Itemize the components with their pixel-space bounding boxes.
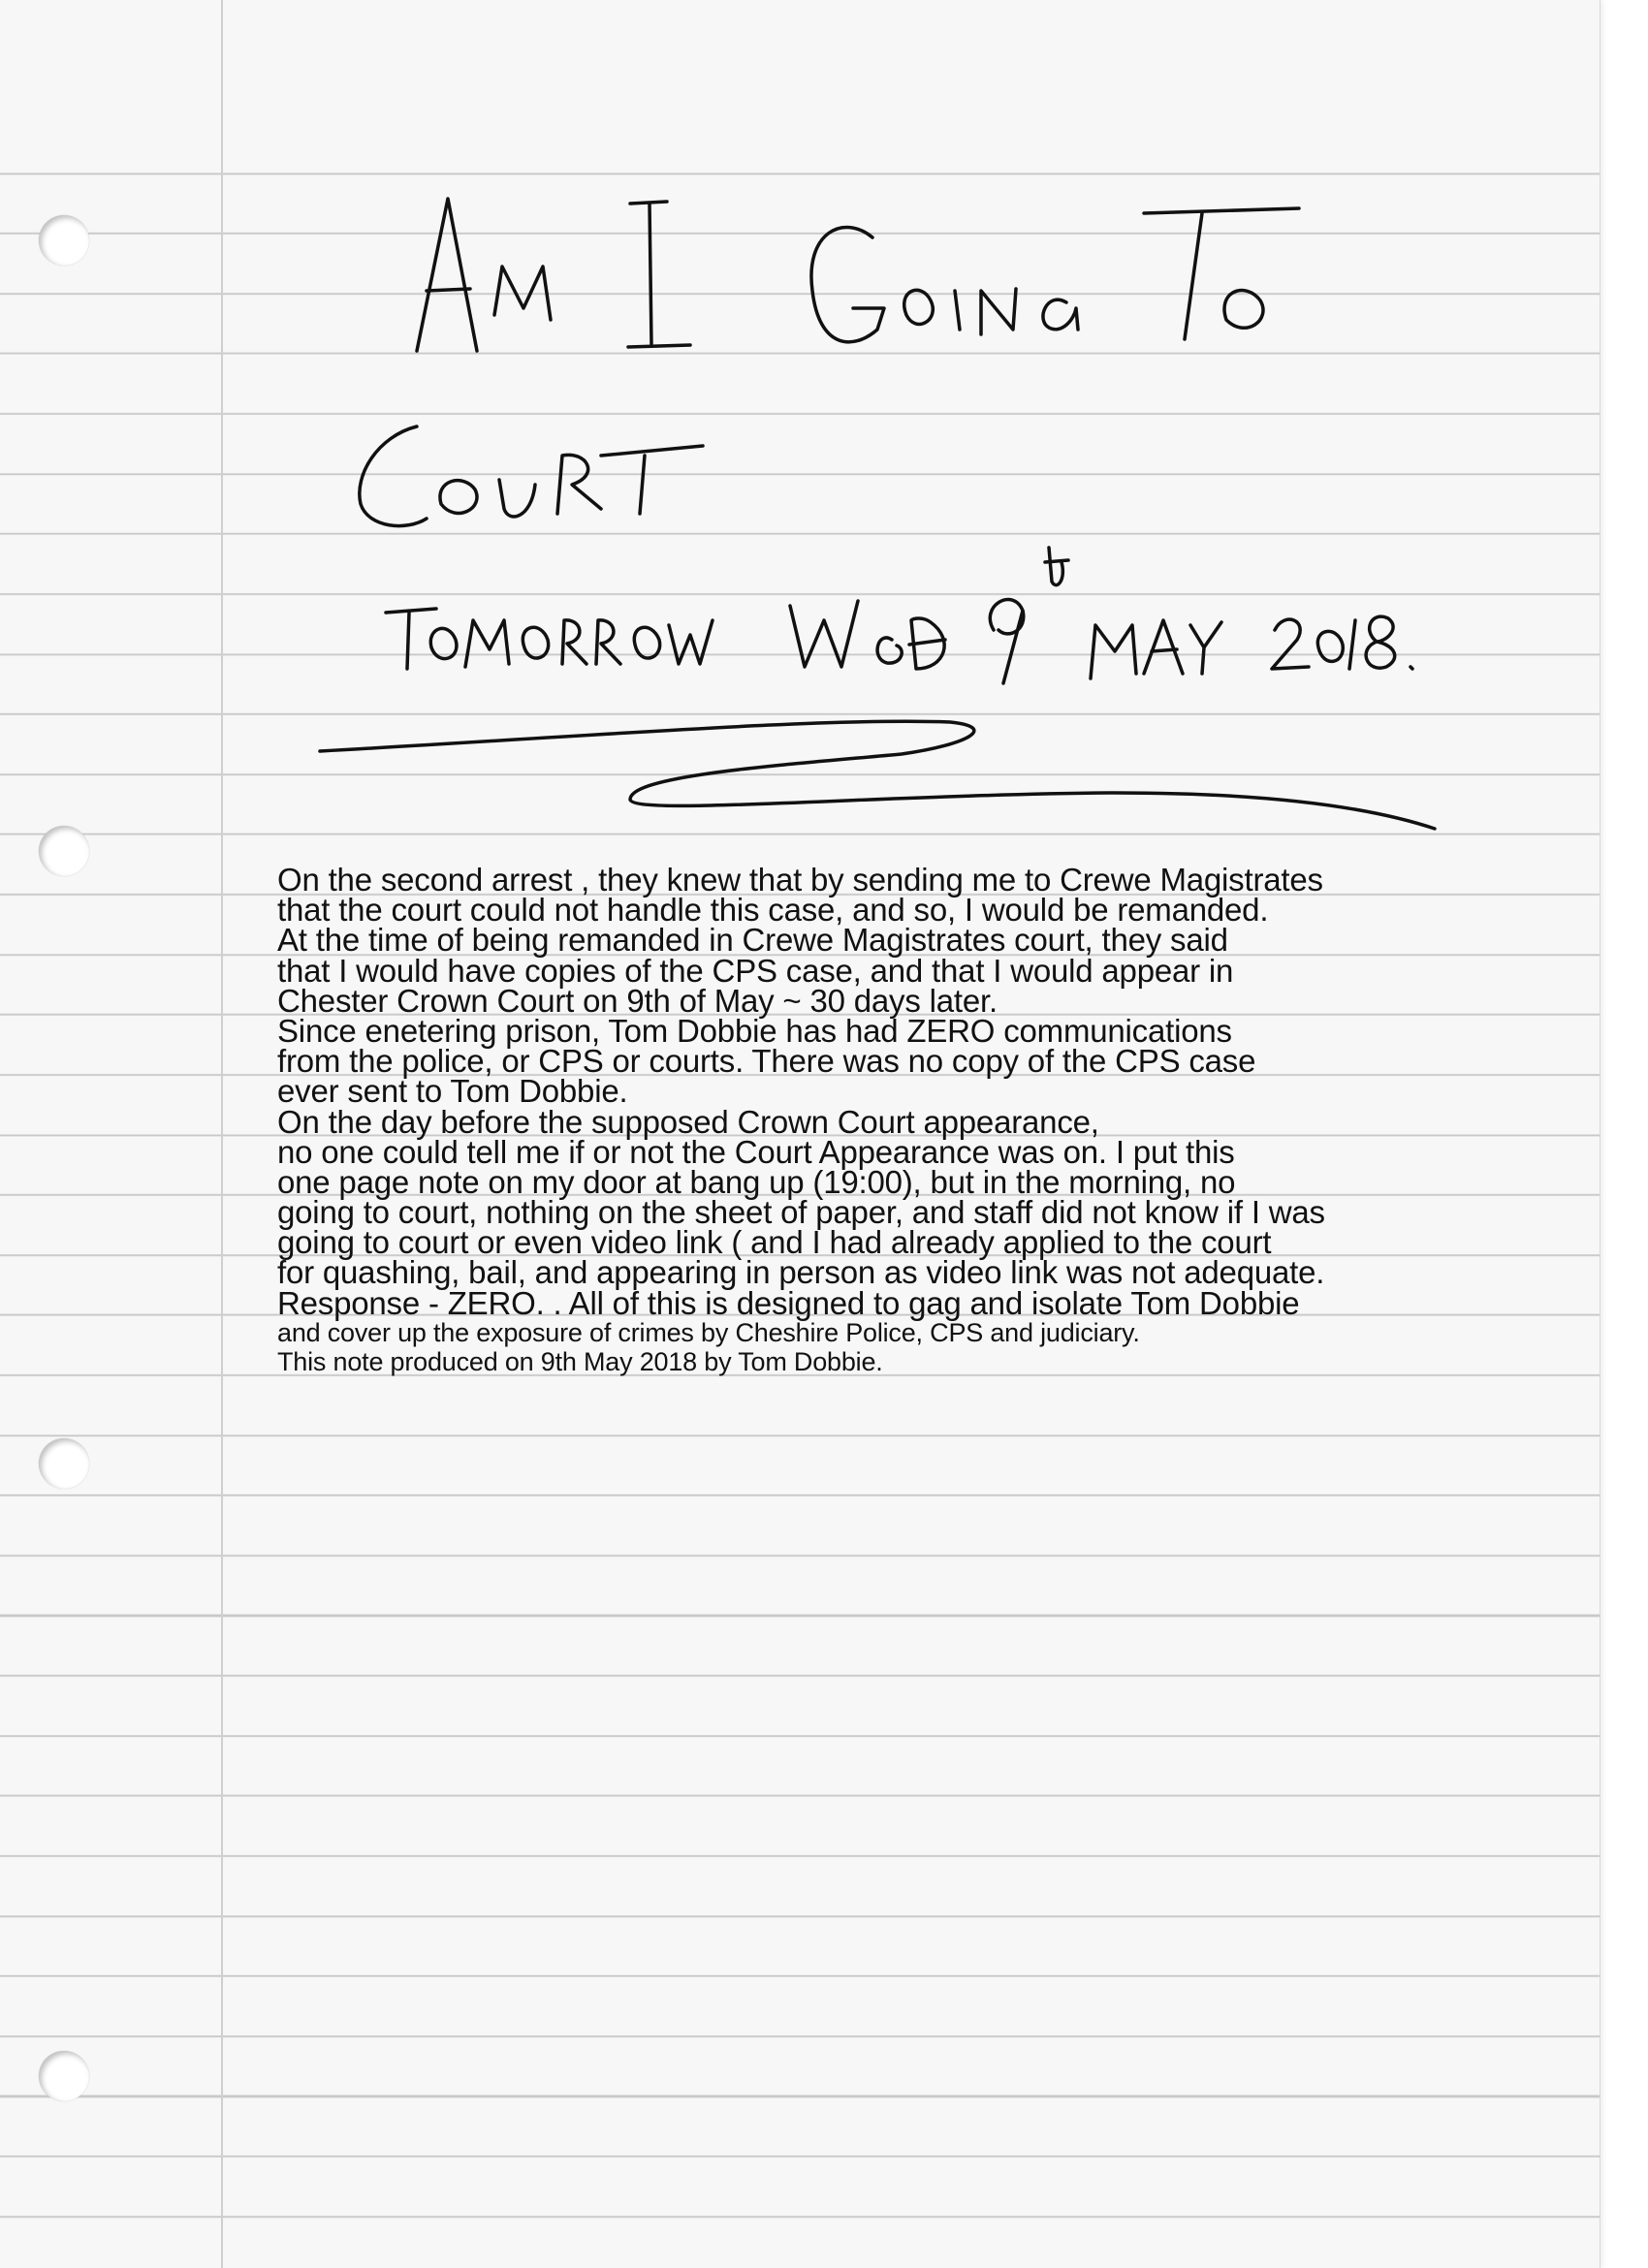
note-line: Since enetering prison, Tom Dobbie has had ZERO communications: [277, 1012, 1232, 1049]
note-line: ever sent to Tom Dobbie.: [277, 1073, 628, 1110]
note-line: that I would have copies of the CPS case, and that I would appear in: [277, 952, 1234, 989]
note-signature-line: This note produced on 9th May 2018 by Tom Dobbie.: [277, 1346, 883, 1376]
handwritten-underline-flourish: [320, 721, 1435, 829]
note-line: going to court or even video link ( and I had already applied to the court: [277, 1224, 1272, 1261]
handwritten-title-line1: [417, 199, 1299, 351]
punch-hole-icon: [39, 2051, 89, 2101]
note-line: Chester Crown Court on 9th of May ~ 30 days later.: [277, 982, 998, 1019]
note-line: Response - ZERO. . All of this is designed to gag and isolate Tom Dobbie: [277, 1284, 1300, 1321]
note-line: On the day before the supposed Crown Court appearance,: [277, 1103, 1099, 1140]
note-line: no one could tell me if or not the Court Appearance was on. I put this: [277, 1133, 1235, 1170]
handwritten-heading: [0, 0, 1600, 872]
handwritten-title-line2: [360, 426, 703, 526]
note-line: one page note on my door at bang up (19:00), but in the morning, no: [277, 1163, 1236, 1200]
note-line: On the second arrest , they knew that by sending me to Crewe Magistrates: [277, 862, 1323, 898]
note-line: At the time of being remanded in Crewe Magistrates court, they said: [277, 922, 1228, 959]
note-line: from the police, or CPS or courts. There was no copy of the CPS case: [277, 1043, 1256, 1080]
note-line-small: and cover up the exposure of crimes by Cheshire Police, CPS and judiciary.: [277, 1317, 1140, 1347]
handwritten-subtitle: [386, 548, 1412, 683]
note-line: going to court, nothing on the sheet of paper, and staff did not know if I was: [277, 1194, 1325, 1231]
typed-note: [277, 862, 1537, 1376]
note-line: that the court could not handle this case, and so, I would be remanded.: [277, 892, 1269, 929]
punch-hole-icon: [39, 1438, 89, 1489]
note-line: for quashing, bail, and appearing in person as video link was not adequate.: [277, 1254, 1325, 1291]
